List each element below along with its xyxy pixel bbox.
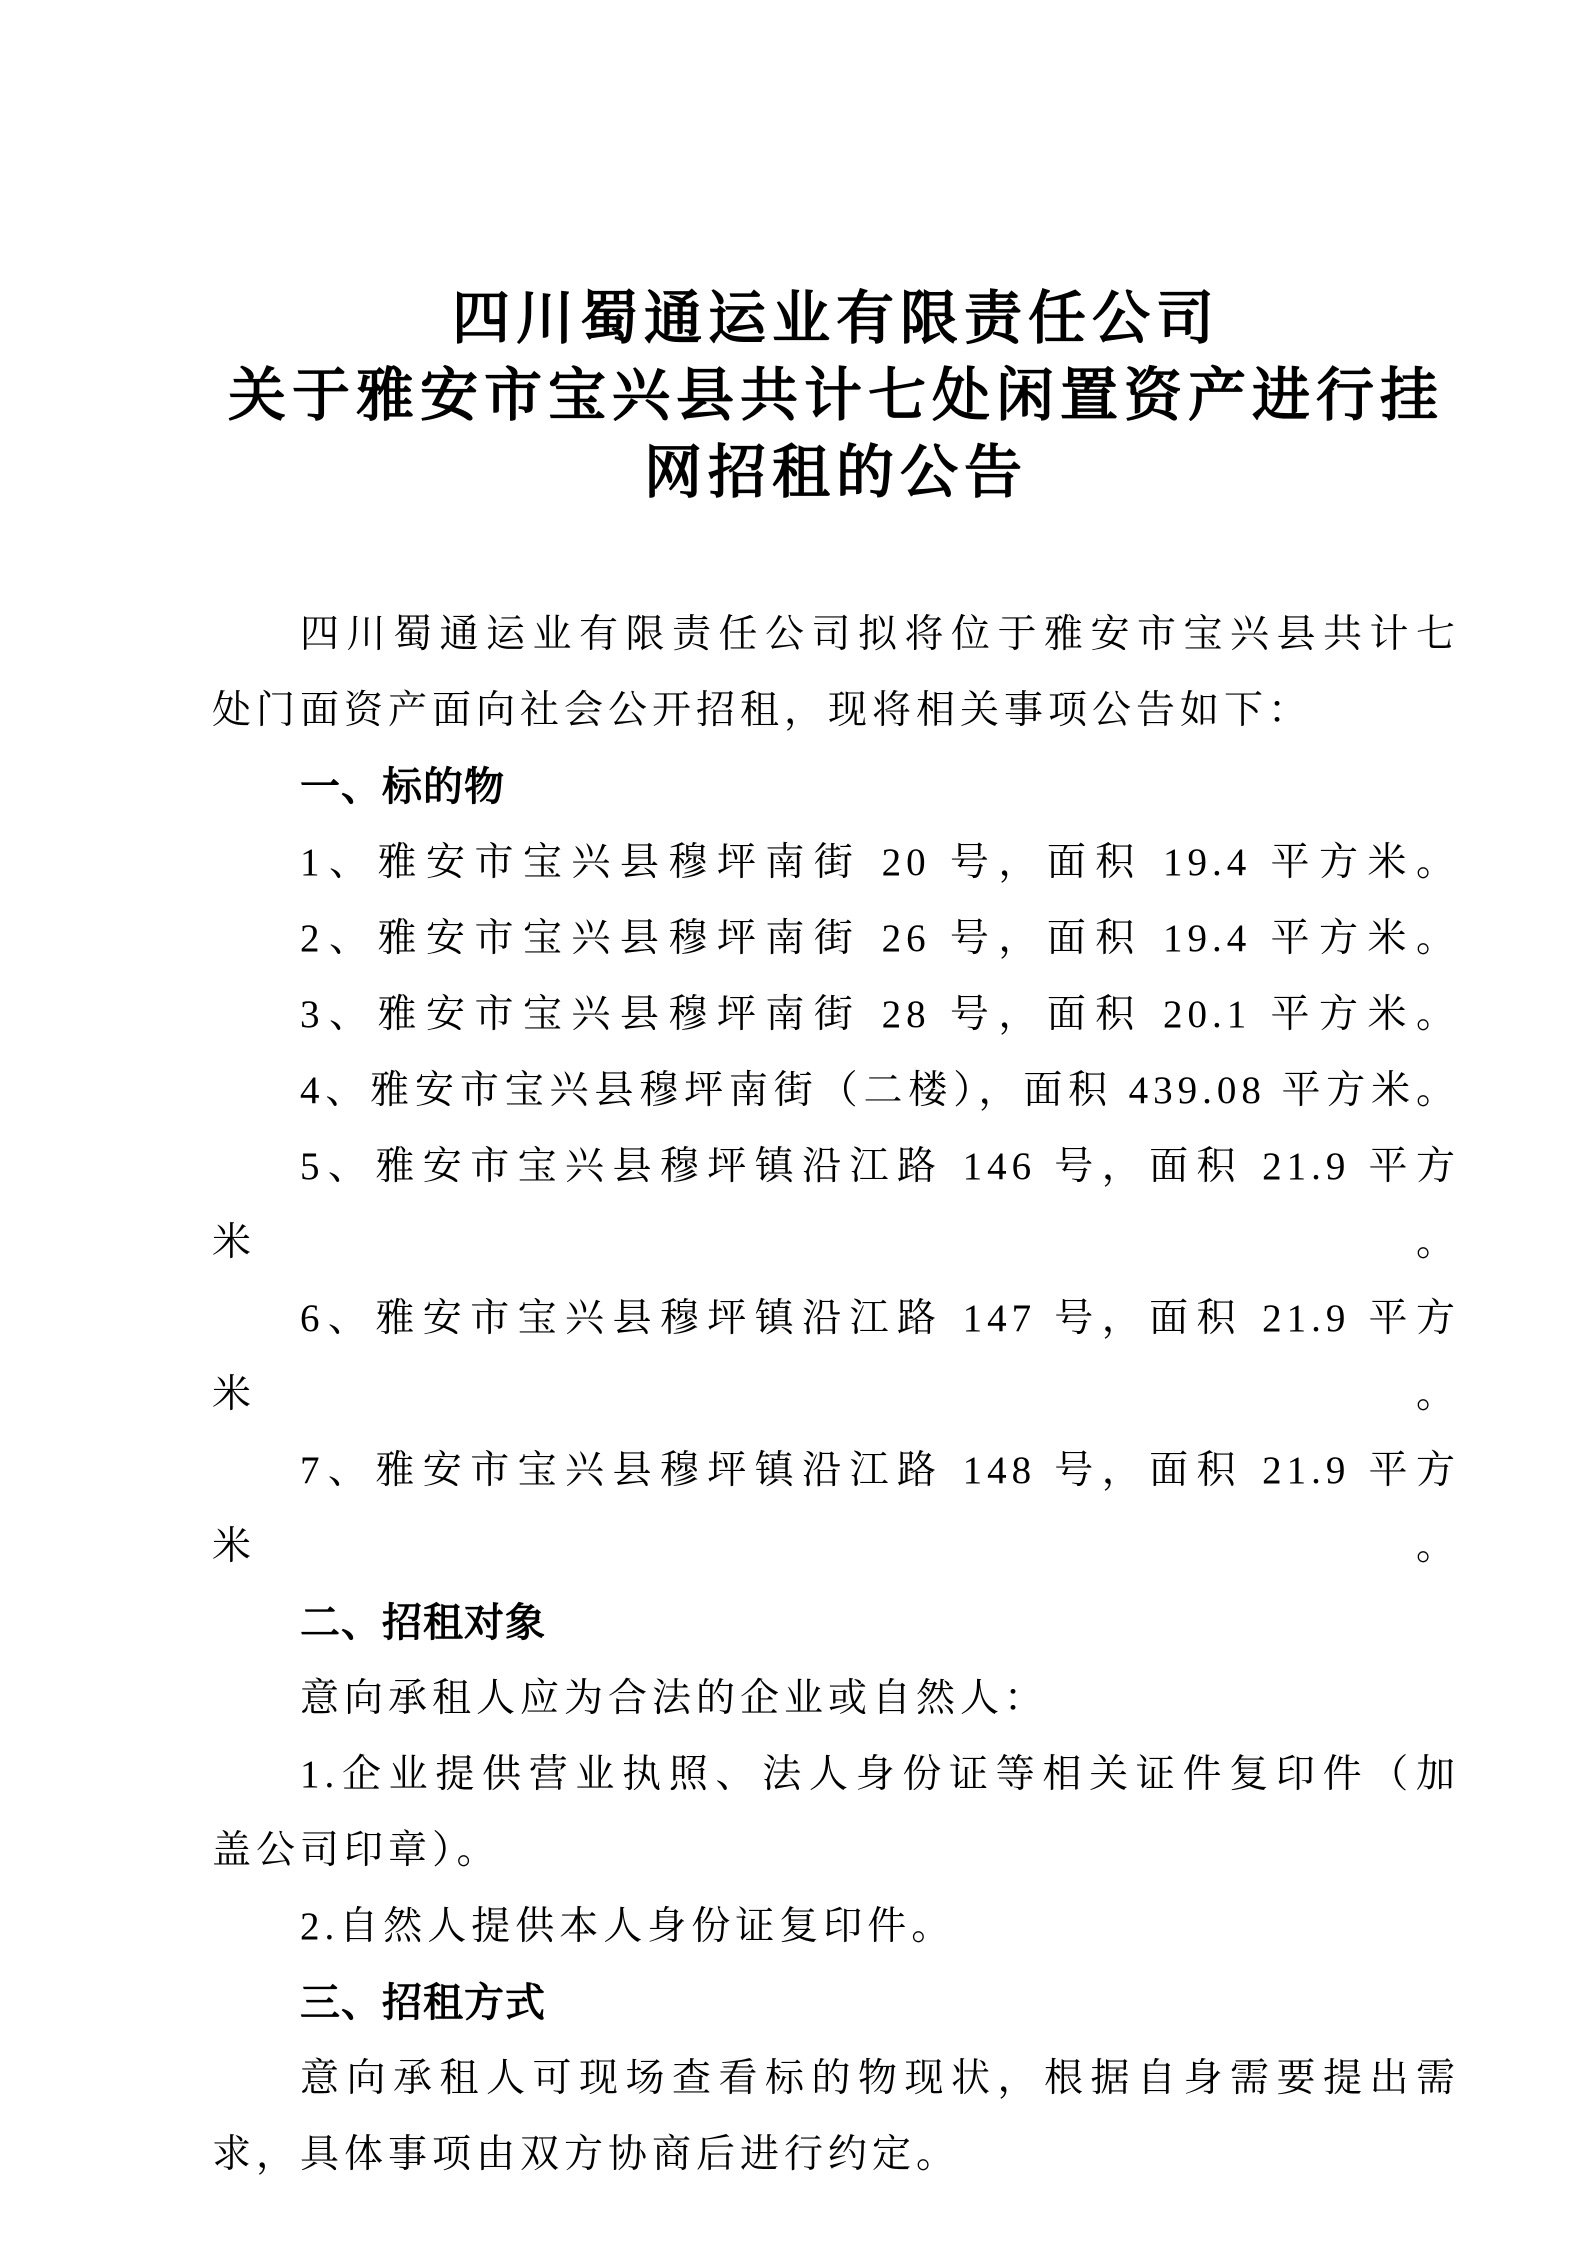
- title-line: 四川蜀通运业有限责任公司: [451, 286, 1220, 351]
- text-line: 5、雅安市宝兴县穆坪镇沿江路 146 号，面积 21.9 平方米。: [212, 1145, 1460, 1264]
- section-heading: 一、标的物: [300, 765, 505, 809]
- section-heading: 二、招租对象: [300, 1601, 546, 1645]
- text-line: 盖公司印章）。: [212, 1829, 501, 1872]
- text-line: 4、雅安市宝兴县穆坪南街（二楼），面积 439.08 平方米。: [300, 1069, 1460, 1112]
- text-line: 7、雅安市宝兴县穆坪镇沿江路 148 号，面积 21.9 平方米。: [212, 1449, 1460, 1568]
- text-line: 1.企业提供营业执照、法人身份证等相关证件复印件（加: [300, 1753, 1460, 1796]
- text-line: 意向承租人可现场查看标的物现状，根据自身需要提出需: [300, 2057, 1460, 2100]
- text-line: 意向承租人应为合法的企业或自然人：: [300, 1677, 1049, 1720]
- text-line: 6、雅安市宝兴县穆坪镇沿江路 147 号，面积 21.9 平方米。: [212, 1297, 1460, 1416]
- text-line: 2、雅安市宝兴县穆坪南街 26 号，面积 19.4 平方米。: [300, 917, 1460, 960]
- document-title: [212, 280, 1460, 511]
- text-line: 处门面资产面向社会公开招租，现将相关事项公告如下：: [212, 689, 1313, 732]
- title-line: 关于雅安市宝兴县共计七处闲置资产进行挂: [227, 363, 1444, 428]
- text-line: 求，具体事项由双方协商后进行约定。: [212, 2133, 961, 2176]
- text-line: 四川蜀通运业有限责任公司拟将位于雅安市宝兴县共计七: [300, 613, 1460, 656]
- document-body: [212, 597, 1460, 2193]
- section-heading: 三、招租方式: [300, 1981, 546, 2025]
- text-line: 3、雅安市宝兴县穆坪南街 28 号，面积 20.1 平方米。: [300, 993, 1460, 1036]
- text-line: 1、雅安市宝兴县穆坪南街 20 号，面积 19.4 平方米。: [300, 841, 1460, 884]
- title-line: 网招租的公告: [643, 440, 1028, 505]
- text-line: 2.自然人提供本人身份证复印件。: [300, 1905, 956, 1948]
